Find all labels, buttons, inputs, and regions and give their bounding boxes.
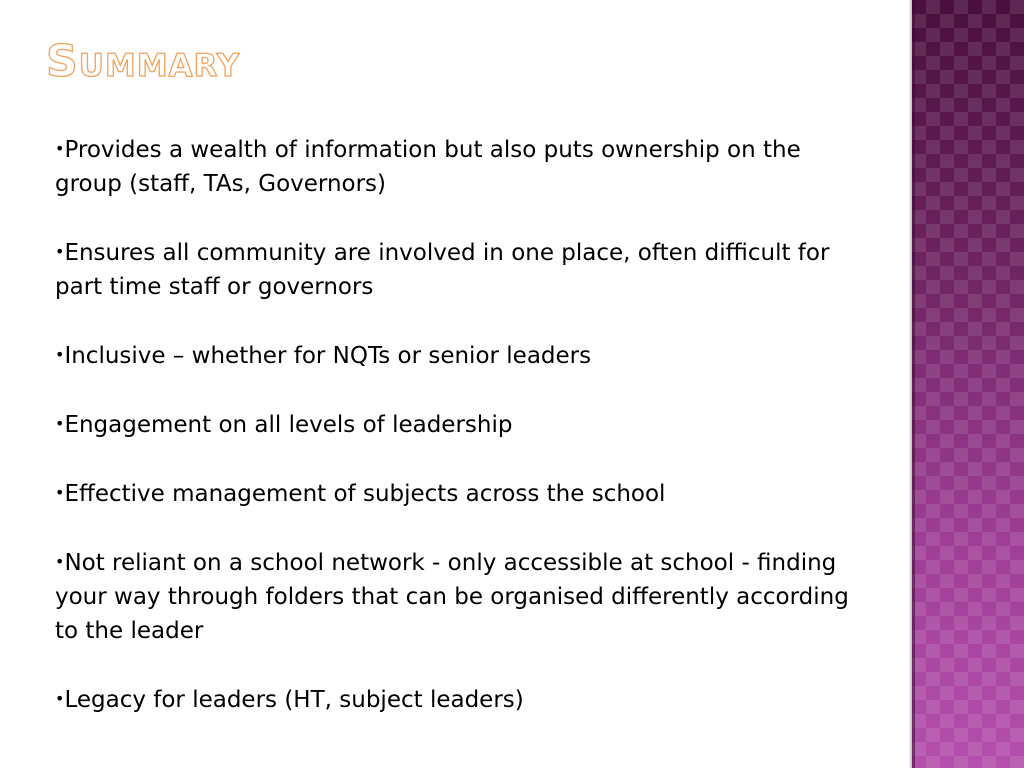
decorative-side-band (912, 0, 1024, 768)
bullet-item (55, 682, 855, 717)
bullet-item (55, 407, 855, 442)
bullet-marker: • (55, 552, 65, 571)
bullet-text: Engagement on all levels of leadership (64, 412, 513, 438)
bullet-text: Provides a wealth of information but also puts ownership on the group (staff, TAs, Governors) (55, 137, 801, 197)
slide-title: Summary (46, 36, 241, 87)
bullet-text: Effective management of subjects across the school (64, 481, 666, 507)
bullet-item (55, 338, 855, 373)
bullet-marker: • (55, 139, 65, 158)
bullet-marker: • (55, 345, 65, 364)
bullet-item (55, 132, 855, 201)
bullet-item (55, 235, 855, 304)
bullet-marker: • (55, 689, 65, 708)
bullet-text: Legacy for leaders (HT, subject leaders) (64, 687, 524, 713)
bullet-marker: • (55, 483, 65, 502)
bullet-list (55, 132, 855, 717)
bullet-item (55, 476, 855, 511)
bullet-text: Ensures all community are involved in one place, often difficult for part time staff or governors (55, 240, 830, 300)
bullet-text: Not reliant on a school network - only accessible at school - finding your way through folders that can be organised differently according to the leader (55, 550, 849, 644)
bullet-marker: • (55, 414, 65, 433)
bullet-item (55, 545, 855, 648)
bullet-text: Inclusive – whether for NQTs or senior leaders (64, 343, 592, 369)
bullet-marker: • (55, 242, 65, 261)
